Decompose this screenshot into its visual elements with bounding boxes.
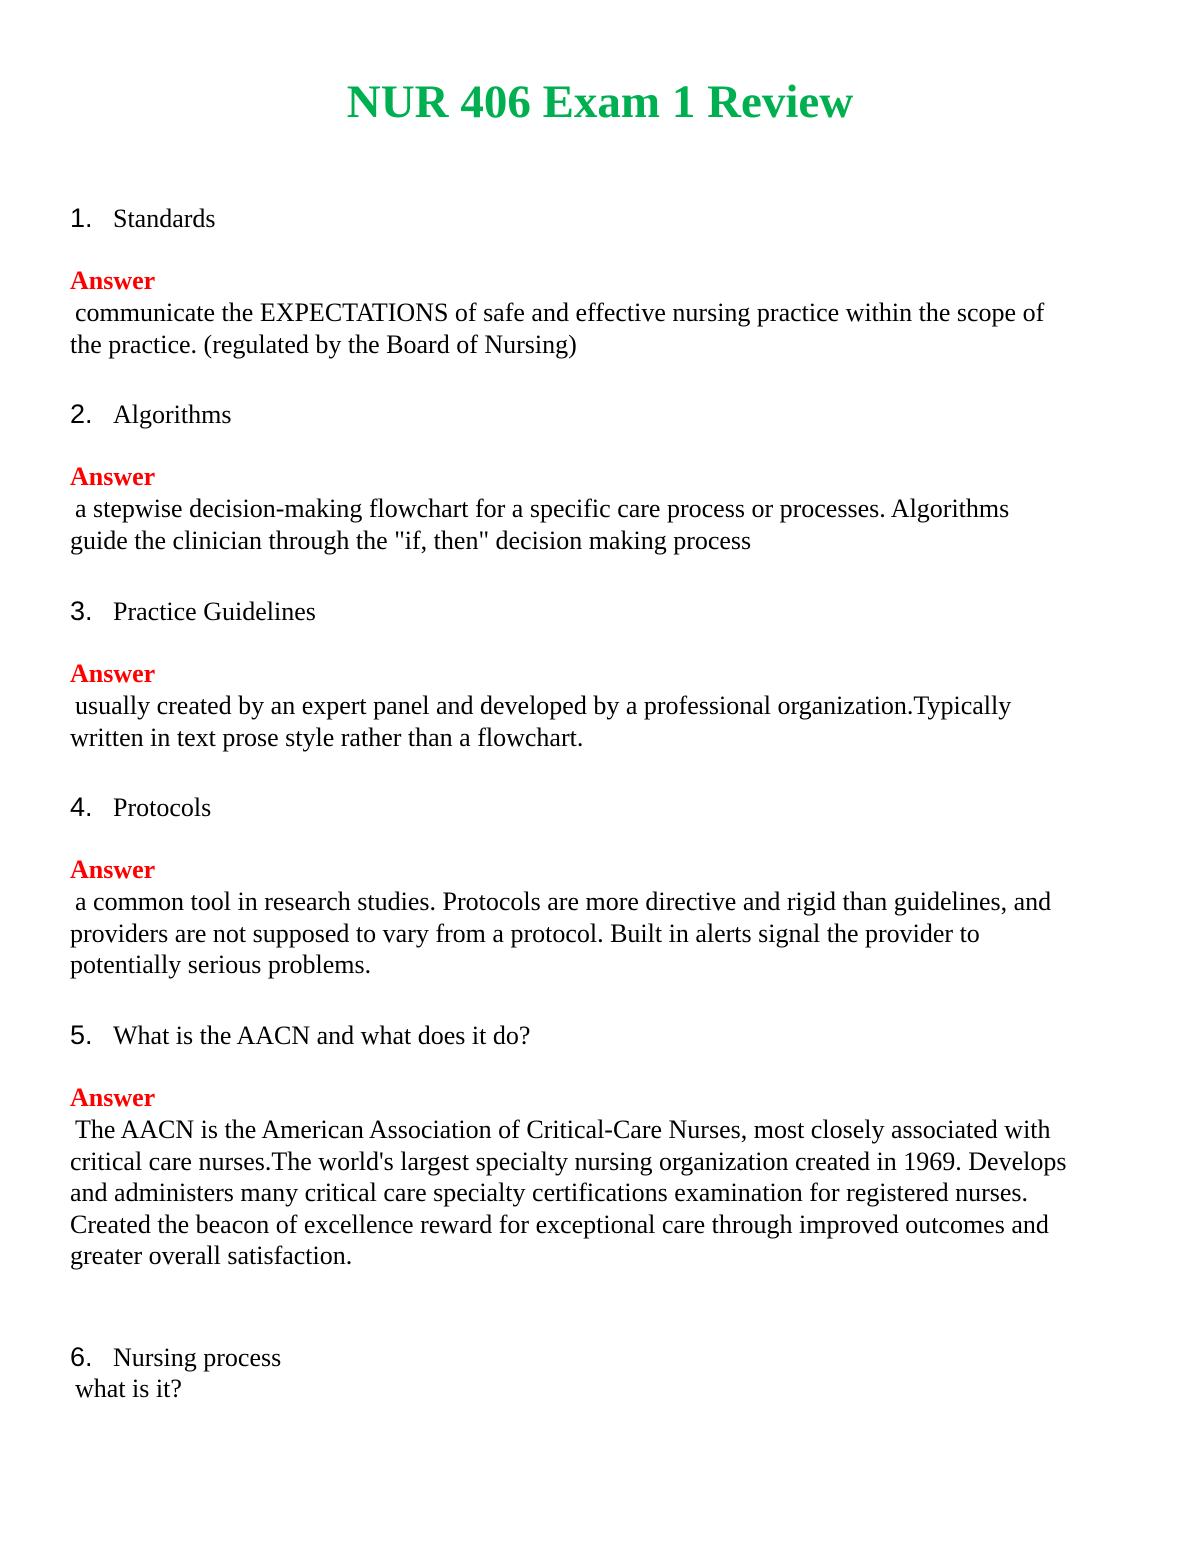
question-number: 1.	[70, 203, 93, 233]
answer-text: The AACN is the American Association of Critical-Care Nurses, most closely associated with critical care nurses.The world's largest specialty nursing organization created in 1969. Develops and administers many critical care specialty certifications examination for registered nurses. Created the beacon of excellence reward for exceptional care through improved outcomes and greater overall satisfaction.	[70, 1115, 1067, 1270]
qa-item-3	[70, 595, 1130, 753]
question	[70, 791, 1130, 823]
answer-text: a stepwise decision-making flowchart for a specific care process or processes. Algorithms guide the clinician through the "if, then" decision making process	[70, 494, 1010, 555]
question	[70, 1341, 1130, 1373]
question-number: 6.	[70, 1342, 93, 1372]
answer-text: communicate the EXPECTATIONS of safe and effective nursing practice within the scope of the practice. (regulated by the Board of Nursing)	[70, 298, 1045, 359]
question-text: Standards	[113, 204, 216, 233]
question	[70, 595, 1130, 627]
page-title: NUR 406 Exam 1 Review	[346, 76, 854, 128]
question	[70, 202, 1130, 234]
answer-label: Answer	[70, 855, 156, 884]
qa-item-2	[70, 398, 1130, 556]
question	[70, 1019, 1130, 1051]
question	[70, 398, 1130, 430]
question-text: Algorithms	[113, 400, 232, 429]
answer-label: Answer	[70, 462, 156, 491]
question-text: Protocols	[113, 793, 212, 822]
question-text: Nursing process	[113, 1343, 282, 1372]
answer-label: Answer	[70, 659, 156, 688]
question-number: 3.	[70, 596, 93, 626]
question-number: 2.	[70, 399, 93, 429]
answer-label: Answer	[70, 1083, 156, 1112]
answer-text: usually created by an expert panel and developed by a professional organization.Typically written in text prose style rather than a flowchart.	[70, 691, 1012, 752]
question-subline: what is it?	[75, 1374, 182, 1403]
answer-label: Answer	[70, 266, 156, 295]
answer-text: a common tool in research studies. Protocols are more directive and rigid than guidelines, and providers are not supposed to vary from a protocol. Built in alerts signal the provider to potentially serious problems.	[70, 887, 1052, 979]
qa-item-4	[70, 791, 1130, 981]
question-number: 4.	[70, 792, 93, 822]
question-number: 5.	[70, 1020, 93, 1050]
qa-item-5	[70, 1019, 1130, 1272]
question-text: Practice Guidelines	[113, 597, 316, 626]
qa-item-6	[70, 1341, 1130, 1405]
question-text: What is the AACN and what does it do?	[113, 1021, 531, 1050]
qa-item-1	[70, 202, 1130, 360]
